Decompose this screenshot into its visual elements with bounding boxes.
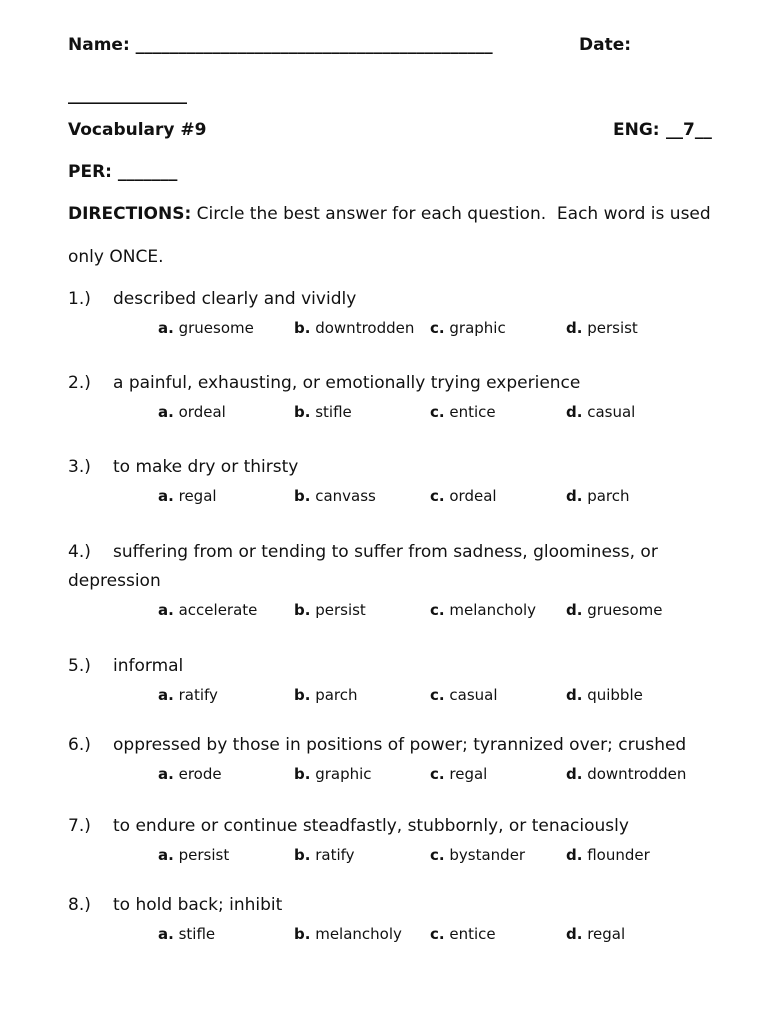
option-word: bystander xyxy=(449,846,526,864)
option-letter: c. xyxy=(430,601,445,619)
question-number: 6.) xyxy=(68,735,91,755)
answer-option-b[interactable] xyxy=(294,486,376,506)
answer-option-a[interactable] xyxy=(158,600,257,620)
name-field-label: Name: __________________________________________ xyxy=(68,35,493,55)
period-field-label: PER: _______ xyxy=(68,162,178,182)
option-letter: b. xyxy=(294,487,311,505)
option-letter: b. xyxy=(294,846,311,864)
answer-option-b[interactable] xyxy=(294,764,372,784)
option-letter: b. xyxy=(294,765,311,783)
option-word: ratify xyxy=(315,846,355,864)
answer-option-c[interactable] xyxy=(430,318,506,338)
option-word: accelerate xyxy=(178,601,258,619)
option-letter: b. xyxy=(294,319,311,337)
option-letter: a. xyxy=(158,686,174,704)
option-letter: c. xyxy=(430,925,445,943)
answer-option-b[interactable] xyxy=(294,845,355,865)
option-letter: a. xyxy=(158,601,174,619)
option-letter: d. xyxy=(566,765,583,783)
option-word: casual xyxy=(587,403,636,421)
option-word: gruesome xyxy=(178,319,254,337)
answer-option-d[interactable] xyxy=(566,685,643,705)
option-letter: d. xyxy=(566,846,583,864)
directions-line-1 xyxy=(68,203,711,225)
date-field-line: ______________ xyxy=(68,85,187,105)
question-number: 1.) xyxy=(68,289,91,309)
answer-option-c[interactable] xyxy=(430,845,525,865)
option-word: entice xyxy=(449,925,496,943)
option-word: stifle xyxy=(315,403,352,421)
answer-option-d[interactable] xyxy=(566,764,686,784)
answer-option-d[interactable] xyxy=(566,402,635,422)
option-word: downtrodden xyxy=(587,765,687,783)
answer-option-b[interactable] xyxy=(294,402,352,422)
question-number: 4.) xyxy=(68,542,91,562)
option-letter: d. xyxy=(566,403,583,421)
option-letter: d. xyxy=(566,487,583,505)
option-word: graphic xyxy=(449,319,506,337)
option-letter: c. xyxy=(430,487,445,505)
question-number: 2.) xyxy=(68,373,91,393)
question-text: a painful, exhausting, or emotionally trying experience xyxy=(113,373,581,393)
answer-option-d[interactable] xyxy=(566,318,638,338)
option-word: ratify xyxy=(178,686,218,704)
question-text: to endure or continue steadfastly, stubbornly, or tenaciously xyxy=(113,816,629,836)
question-number: 8.) xyxy=(68,895,91,915)
answer-option-d[interactable] xyxy=(566,845,650,865)
option-letter: a. xyxy=(158,846,174,864)
answer-option-b[interactable] xyxy=(294,924,402,944)
option-letter: c. xyxy=(430,846,445,864)
answer-option-d[interactable] xyxy=(566,600,662,620)
question-number: 7.) xyxy=(68,816,91,836)
option-letter: b. xyxy=(294,686,311,704)
option-word: quibble xyxy=(587,686,643,704)
option-letter: a. xyxy=(158,319,174,337)
worksheet-title: Vocabulary #9 xyxy=(68,120,207,140)
option-letter: a. xyxy=(158,765,174,783)
option-word: gruesome xyxy=(587,601,663,619)
option-letter: a. xyxy=(158,487,174,505)
option-letter: c. xyxy=(430,319,445,337)
option-letter: c. xyxy=(430,403,445,421)
option-word: persist xyxy=(315,601,366,619)
answer-option-b[interactable] xyxy=(294,318,414,338)
answer-option-c[interactable] xyxy=(430,402,496,422)
option-word: stifle xyxy=(178,925,216,943)
option-word: downtrodden xyxy=(315,319,415,337)
answer-option-a[interactable] xyxy=(158,924,215,944)
option-word: canvass xyxy=(315,487,376,505)
answer-option-c[interactable] xyxy=(430,924,496,944)
answer-option-d[interactable] xyxy=(566,924,625,944)
option-letter: c. xyxy=(430,686,445,704)
option-letter: b. xyxy=(294,403,311,421)
answer-option-c[interactable] xyxy=(430,685,498,705)
directions-label: DIRECTIONS: xyxy=(68,204,192,224)
answer-option-c[interactable] xyxy=(430,486,497,506)
eng-value: __7__ xyxy=(666,120,712,140)
question-text: described clearly and vividly xyxy=(113,289,357,309)
option-letter: d. xyxy=(566,686,583,704)
option-word: ordeal xyxy=(178,403,226,421)
question-text: oppressed by those in positions of power; tyrannized over; crushed xyxy=(113,735,687,755)
answer-option-b[interactable] xyxy=(294,685,358,705)
directions-line-2: only ONCE. xyxy=(68,247,164,267)
date-field-label: Date: xyxy=(579,35,632,55)
question-text: suffering from or tending to suffer from sadness, gloominess, or xyxy=(113,542,658,562)
option-word: entice xyxy=(449,403,496,421)
question-number: 3.) xyxy=(68,457,91,477)
option-word: casual xyxy=(449,686,498,704)
answer-option-a[interactable] xyxy=(158,318,254,338)
answer-option-c[interactable] xyxy=(430,764,487,784)
option-letter: b. xyxy=(294,601,311,619)
answer-option-a[interactable] xyxy=(158,486,217,506)
answer-option-a[interactable] xyxy=(158,685,218,705)
option-letter: a. xyxy=(158,403,174,421)
option-letter: d. xyxy=(566,925,583,943)
option-letter: d. xyxy=(566,319,583,337)
answer-option-a[interactable] xyxy=(158,845,229,865)
answer-option-d[interactable] xyxy=(566,486,630,506)
option-word: melancholy xyxy=(449,601,537,619)
option-letter: c. xyxy=(430,765,445,783)
eng-label: ENG: xyxy=(613,120,660,140)
option-word: melancholy xyxy=(315,925,402,943)
option-letter: a. xyxy=(158,925,174,943)
option-word: parch xyxy=(315,686,358,704)
question-text: to hold back; inhibit xyxy=(113,895,283,915)
directions-text: Circle the best answer for each question. Each word is used xyxy=(191,204,711,224)
option-word: regal xyxy=(178,487,217,505)
option-word: flounder xyxy=(587,846,650,864)
option-word: regal xyxy=(449,765,488,783)
option-letter: d. xyxy=(566,601,583,619)
question-text-continued: depression xyxy=(68,571,161,591)
answer-option-b[interactable] xyxy=(294,600,366,620)
question-text: to make dry or thirsty xyxy=(113,457,299,477)
option-letter: b. xyxy=(294,925,311,943)
question-text: informal xyxy=(113,656,184,676)
option-word: parch xyxy=(587,487,630,505)
option-word: persist xyxy=(587,319,638,337)
option-word: ordeal xyxy=(449,487,497,505)
answer-option-a[interactable] xyxy=(158,764,222,784)
option-word: erode xyxy=(178,765,222,783)
answer-option-c[interactable] xyxy=(430,600,536,620)
option-word: persist xyxy=(178,846,230,864)
question-number: 5.) xyxy=(68,656,91,676)
option-word: regal xyxy=(587,925,626,943)
option-word: graphic xyxy=(315,765,372,783)
answer-option-a[interactable] xyxy=(158,402,226,422)
